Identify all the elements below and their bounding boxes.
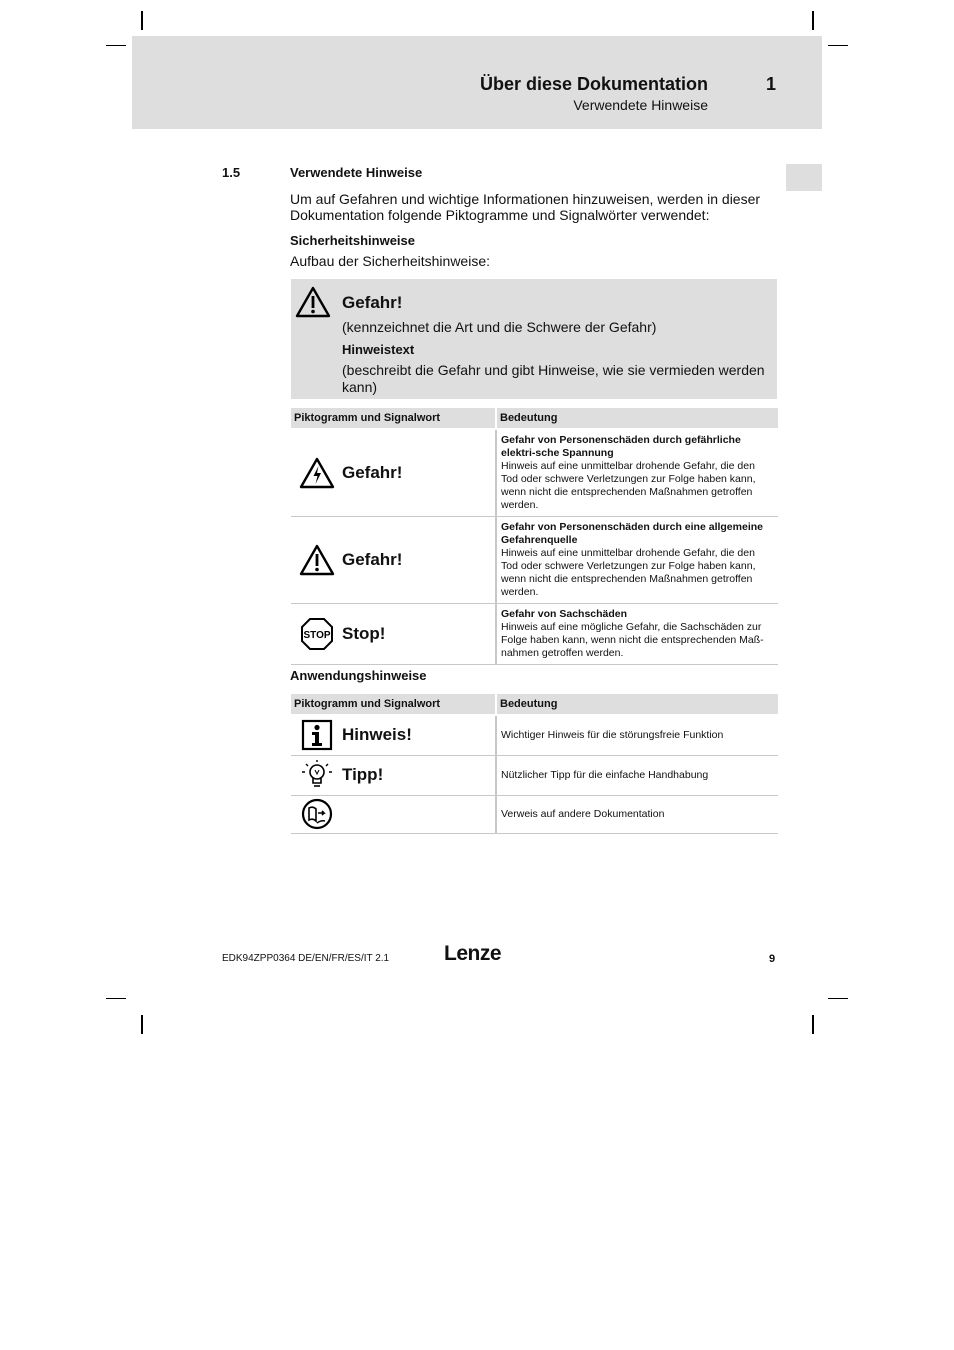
meaning-text: Wichtiger Hinweis für die störungsfreie Funktion [496, 715, 778, 755]
meaning-title: Gefahr von Personenschäden durch eine allgemeine Gefahrenquelle [501, 521, 763, 546]
signal-word: Gefahr! [342, 463, 403, 482]
lightbulb-icon [295, 758, 339, 792]
meaning-title: Gefahr von Personenschäden durch gefährliche elektri-sche Spannung [501, 434, 741, 459]
electric-hazard-icon [295, 456, 339, 490]
crop-mark [141, 11, 143, 30]
meaning-title: Gefahr von Sachschäden [501, 608, 628, 620]
signal-word: Stop! [342, 624, 386, 643]
notice-label: Hinweistext [342, 342, 415, 357]
table-row [291, 604, 778, 665]
crop-mark [812, 11, 814, 30]
column-header: Piktogramm und Signalwort [291, 694, 496, 715]
page-number: 9 [769, 953, 776, 965]
hazard-kind-text: (kennzeichnet die Art und die Schwere der Gefahr) [342, 319, 657, 335]
section-number: 1.5 [222, 165, 241, 180]
chapter-subtitle: Verwendete Hinweise [573, 97, 708, 113]
crop-mark [828, 998, 848, 999]
meaning-text: Nützlicher Tipp für die einfache Handhabung [496, 755, 778, 795]
structure-label: Aufbau der Sicherheitshinweise: [290, 253, 491, 269]
crop-mark [106, 45, 126, 46]
chapter-title: Über diese Dokumentation [479, 74, 708, 94]
signal-word: Gefahr! [342, 293, 403, 312]
stop-sign-icon [295, 617, 339, 651]
crop-mark [106, 998, 126, 999]
general-hazard-icon [295, 543, 339, 577]
document-id: EDK94ZPP0364 DE/EN/FR/ES/IT 2.1 [222, 953, 390, 964]
intro-paragraph: Um auf Gefahren und wichtige Informationen hinzuweisen, werden in dieser Dokumentation folgende Piktogramme und Signalwörter verwendet: [290, 191, 761, 223]
general-hazard-icon [295, 285, 331, 324]
header-band [132, 36, 822, 129]
stop-sign-text: STOP [303, 630, 331, 641]
meaning-text: Hinweis auf eine mögliche Gefahr, die Sachschäden zur Folge haben kann, wenn nicht die entsprechenden Maß-nahmen getroffen werden. [501, 621, 764, 659]
notice-text: (beschreibt die Gefahr und gibt Hinweise, wie sie vermieden werden kann) [342, 362, 765, 395]
crop-mark [141, 1015, 143, 1034]
safety-heading: Sicherheitshinweise [290, 233, 415, 248]
table-header-row [291, 694, 778, 715]
table-row [291, 429, 778, 517]
table-row [291, 795, 778, 833]
chapter-tab-marker [786, 164, 822, 191]
application-symbol-table [291, 694, 778, 834]
table-row [291, 755, 778, 795]
column-header: Bedeutung [496, 694, 778, 715]
crop-mark [812, 1015, 814, 1034]
table-row [291, 715, 778, 755]
column-header: Bedeutung [496, 408, 778, 429]
book-reference-icon [295, 798, 339, 830]
safety-symbol-table [291, 408, 778, 665]
info-icon [295, 719, 339, 751]
crop-mark [828, 45, 848, 46]
meaning-text: Hinweis auf eine unmittelbar drohende Gefahr, die den Tod oder schwere Verletzungen zur Folge haben kann, wenn nicht die entsprechenden Maßnahmen getroffen werden. [501, 547, 756, 598]
table-header-row [291, 408, 778, 429]
lenze-logo: Lenze [444, 942, 502, 965]
chapter-number: 1 [766, 74, 777, 94]
table-row [291, 517, 778, 604]
column-header: Piktogramm und Signalwort [291, 408, 496, 429]
meaning-text: Hinweis auf eine unmittelbar drohende Gefahr, die den Tod oder schwere Verletzungen zur Folge haben kann, wenn nicht die entsprechenden Maßnahmen getroffen werden. [501, 460, 756, 511]
signal-word: Tipp! [342, 765, 384, 784]
section-title: Verwendete Hinweise [290, 165, 423, 180]
application-heading: Anwendungshinweise [290, 668, 427, 683]
safety-notice-example [291, 279, 777, 399]
signal-word: Hinweis! [342, 725, 412, 745]
meaning-text: Verweis auf andere Dokumentation [496, 795, 778, 833]
signal-word: Gefahr! [342, 550, 403, 569]
